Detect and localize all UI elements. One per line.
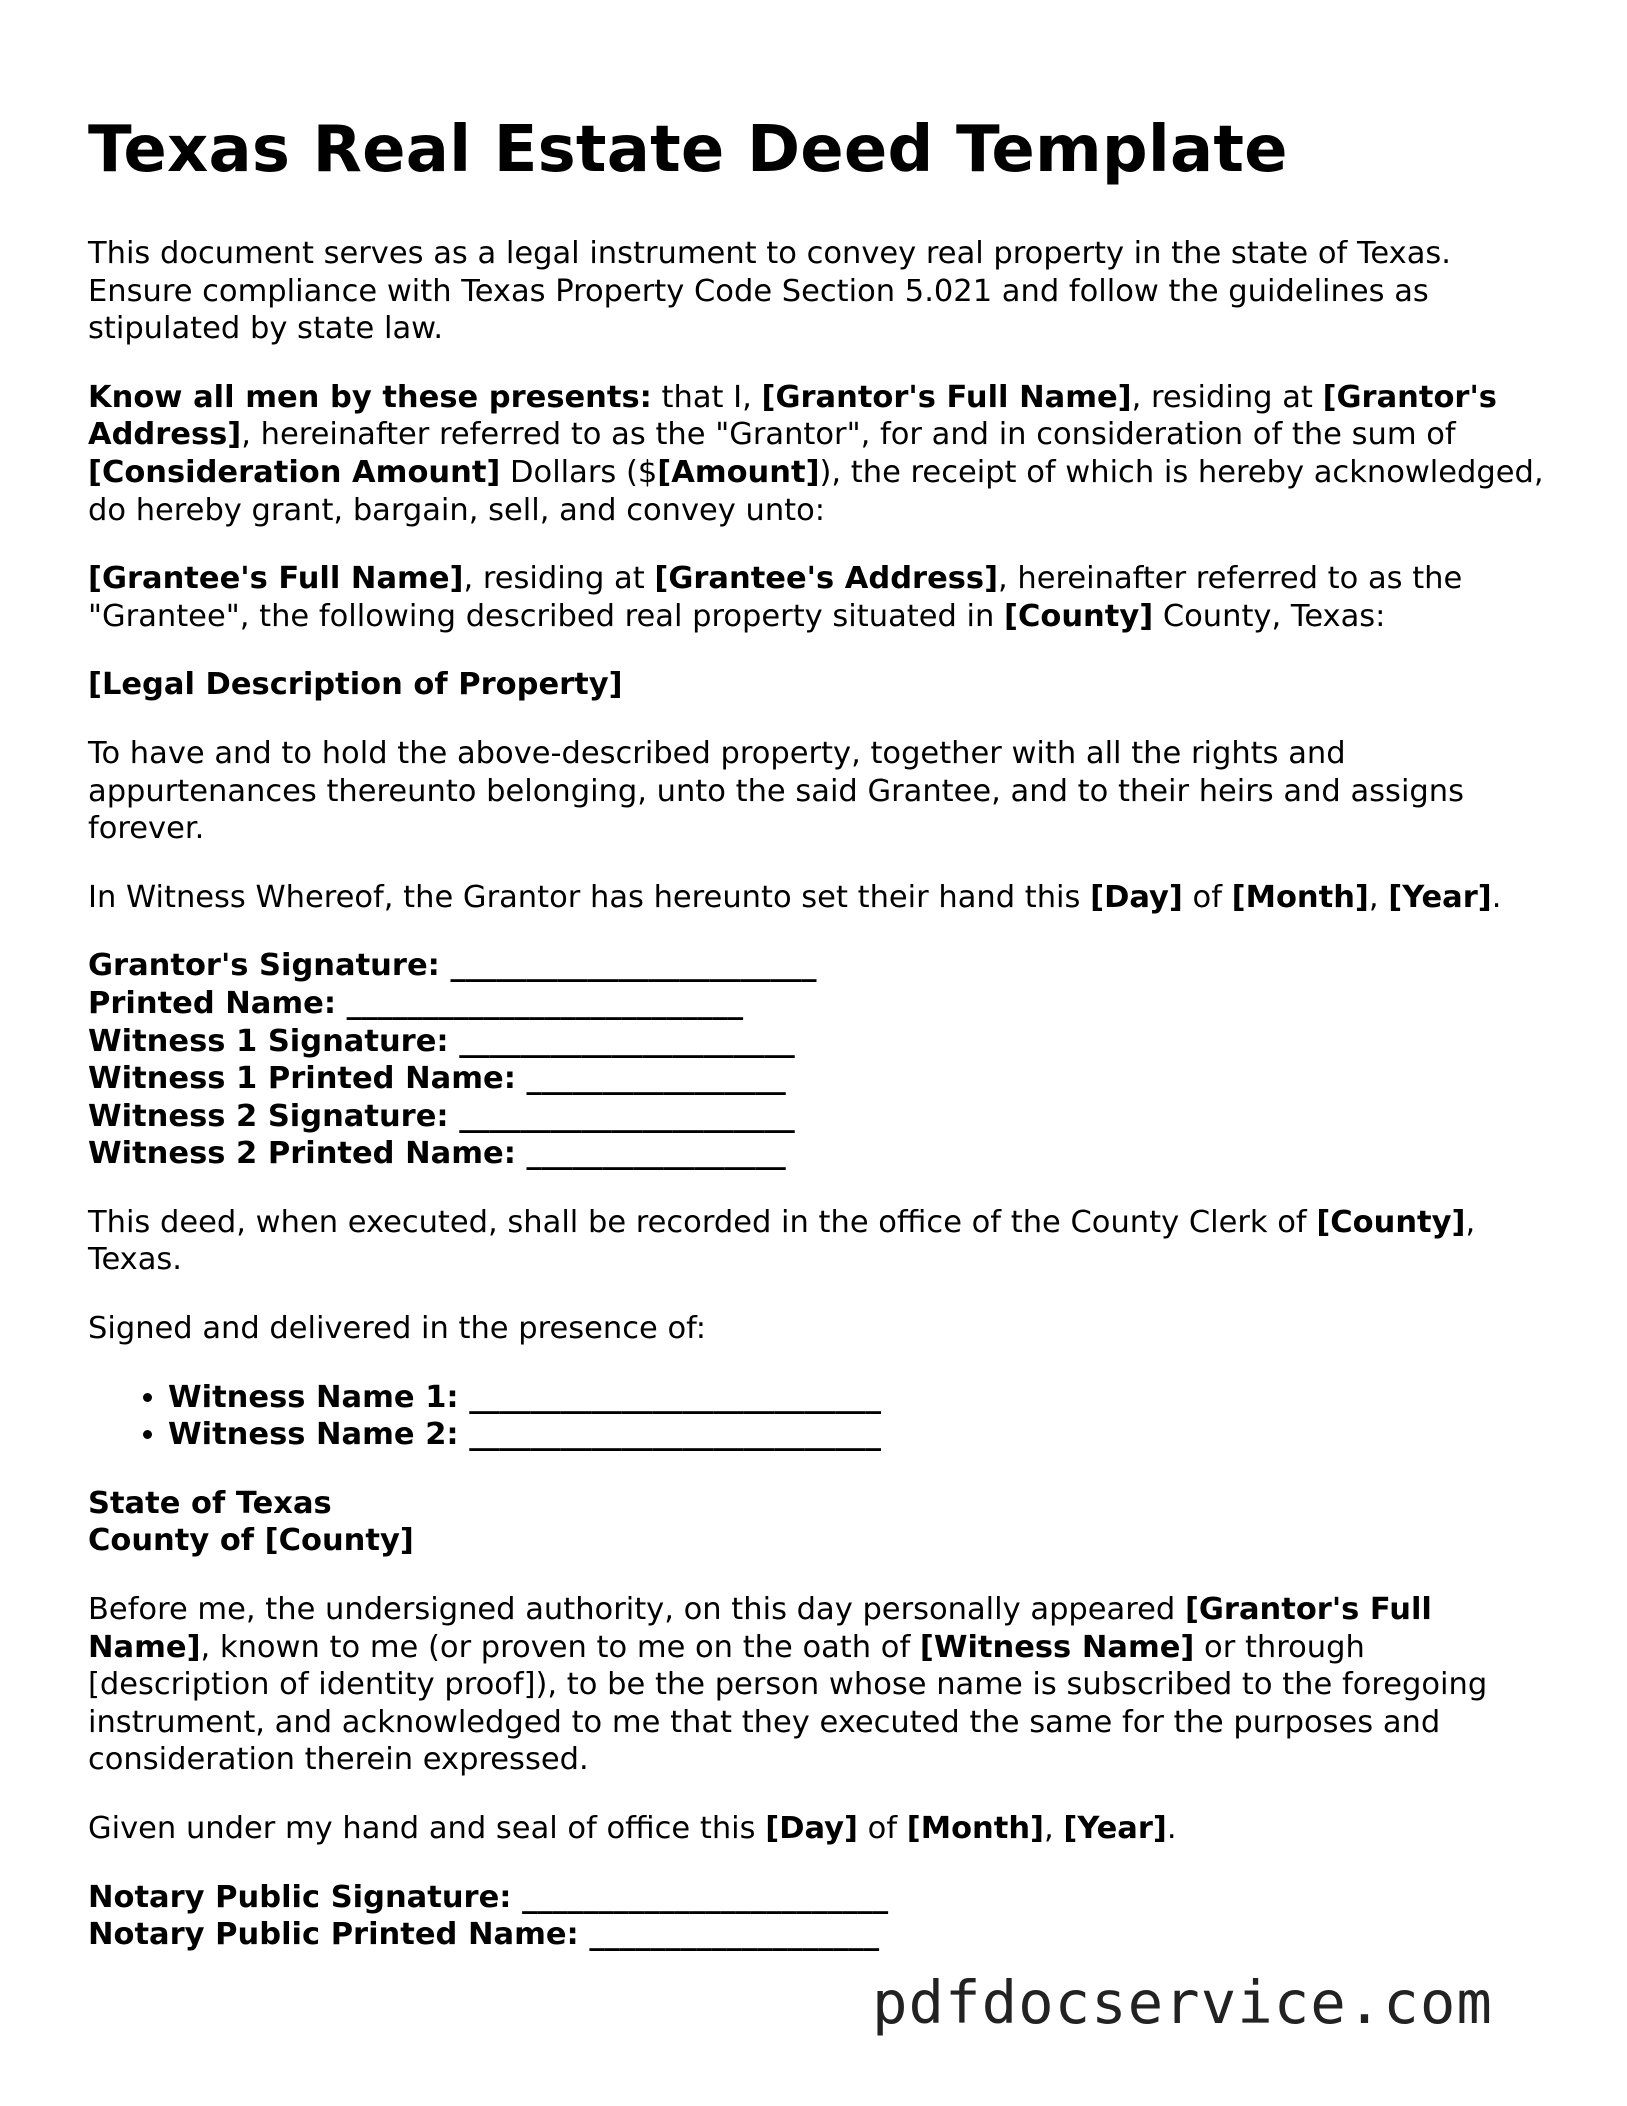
presence-paragraph: Signed and delivered in the presence of: (88, 1311, 707, 1347)
recording-county-field: [County] (1316, 1204, 1466, 1240)
grantor-address-field: [Grantor's Address] (88, 379, 1497, 453)
notary-printed-name-line[interactable]: Notary Public Printed Name: ___________________ (88, 1917, 880, 1953)
grantee-address-field: [Grantee's Address] (654, 561, 999, 597)
witness-1-printed-name-line[interactable]: Witness 1 Printed Name: _________________ (88, 1061, 786, 1097)
acknowledgment-text-1: Before me, the undersigned authority, on this day personally appeared (88, 1592, 1185, 1628)
witness-name-1-line[interactable]: • Witness Name 1: ___________________________ (168, 1379, 1548, 1417)
grantee-text-2: , hereinafter referred to as the "Grantee", the following described real property situated in (88, 561, 1463, 634)
venue-county: County of [County] (88, 1523, 414, 1559)
venue-block (88, 1485, 1548, 1560)
conveyance-paragraph (88, 379, 1548, 529)
printed-name-line[interactable]: Printed Name: __________________________ (88, 985, 744, 1021)
day-field: [Day] (1090, 879, 1183, 915)
month-field: [Month] (1231, 879, 1369, 915)
acknowledgment-text-3: or through [description of identity proof]), to be the person whose name is subscribed to the foregoing instrument, and acknowledged to me that they executed the same for the purposes and consideration therein expressed. (88, 1629, 1488, 1778)
given-under-paragraph (88, 1810, 1548, 1848)
grantee-text-1: , residing at (463, 561, 655, 597)
witness-2-printed-name-line[interactable]: Witness 2 Printed Name: _________________ (88, 1136, 786, 1172)
grantee-text-3: County, Texas: (1153, 598, 1386, 634)
legal-description-field (88, 666, 1548, 704)
amount-field: [Amount] (657, 454, 820, 490)
recording-paragraph (88, 1204, 1548, 1279)
given-month-field: [Month] (906, 1811, 1044, 1846)
recording-text-1: This deed, when executed, shall be recorded in the office of the County Clerk of (88, 1204, 1317, 1240)
document-page (88, 108, 1548, 1954)
consideration-amount-field: [Consideration Amount] (88, 454, 501, 490)
conveyance-text-2: , residing at (1131, 379, 1323, 415)
year-field: [Year] (1388, 879, 1492, 915)
intro-paragraph: This document serves as a legal instrument to convey real property in the state of Texas. Ensure compliance with Texas Property Code Section 5.021 and follow the guidelines as stipulated by state law. (88, 236, 1451, 347)
venue-state: State of Texas (88, 1485, 332, 1521)
witness-whereof-text-2: of (1182, 879, 1232, 915)
witness-whereof-text-1: In Witness Whereof, the Grantor has hereunto set their hand this (88, 879, 1091, 915)
given-day-field: [Day] (765, 1811, 858, 1846)
witness-1-signature-line[interactable]: Witness 1 Signature: ______________________ (88, 1023, 795, 1059)
conveyance-lead: Know all men by these presents: (88, 379, 652, 415)
witness-list (88, 1379, 1548, 1454)
given-under-text-3: , (1043, 1811, 1064, 1846)
signature-block (88, 947, 1548, 1173)
notary-signature-line[interactable]: Notary Public Signature: ________________________ (88, 1879, 889, 1915)
given-under-text-1: Given under my hand and seal of office this (88, 1811, 766, 1846)
grantor-name-field: [Grantor's Full Name] (761, 379, 1132, 415)
given-under-text-2: of (857, 1811, 907, 1846)
conveyance-text-5: ), the receipt of which is hereby acknowledged, do hereby grant, bargain, sell, and convey unto: (88, 454, 1544, 528)
recording-text-2: , Texas. (88, 1204, 1476, 1278)
acknowledgment-paragraph (88, 1591, 1548, 1779)
conveyance-text-1: that I, (651, 379, 762, 415)
legal-description-label: [Legal Description of Property] (88, 667, 623, 703)
witness-2-signature-line[interactable]: Witness 2 Signature: ______________________ (88, 1098, 795, 1134)
grantor-signature-line[interactable]: Grantor's Signature: ________________________ (88, 948, 817, 984)
witness-whereof-text-3: , (1368, 879, 1389, 915)
page-title: Texas Real Estate Deed Template (88, 113, 1288, 187)
conveyance-text-3: , hereinafter referred to as the "Grantor", for and in consideration of the sum of (241, 417, 1456, 453)
witness-whereof-paragraph (88, 879, 1548, 917)
witness-name-2-line[interactable]: • Witness Name 2: ___________________________ (168, 1416, 1548, 1454)
acknowledgment-text-2: , known to me (or proven to me on the oath of (200, 1629, 920, 1665)
ack-witness-name-field: [Witness Name] (919, 1629, 1195, 1665)
watermark: pdfdocservice.com (872, 1968, 1493, 2037)
grantee-paragraph (88, 560, 1548, 635)
ack-grantor-name-field: [Grantor's Full Name] (88, 1592, 1432, 1665)
witness-whereof-text-4: . (1491, 879, 1502, 915)
grantee-name-field: [Grantee's Full Name] (88, 561, 464, 597)
given-under-text-4: . (1166, 1811, 1177, 1846)
conveyance-text-4: Dollars ($ (500, 454, 658, 490)
given-year-field: [Year] (1063, 1811, 1167, 1846)
notary-block (88, 1879, 1548, 1954)
county-field: [County] (1004, 598, 1154, 634)
habendum-paragraph: To have and to hold the above-described property, together with all the rights and appurtenances thereunto belonging, unto the said Grantee, and to their heirs and assigns forever. (88, 735, 1464, 847)
